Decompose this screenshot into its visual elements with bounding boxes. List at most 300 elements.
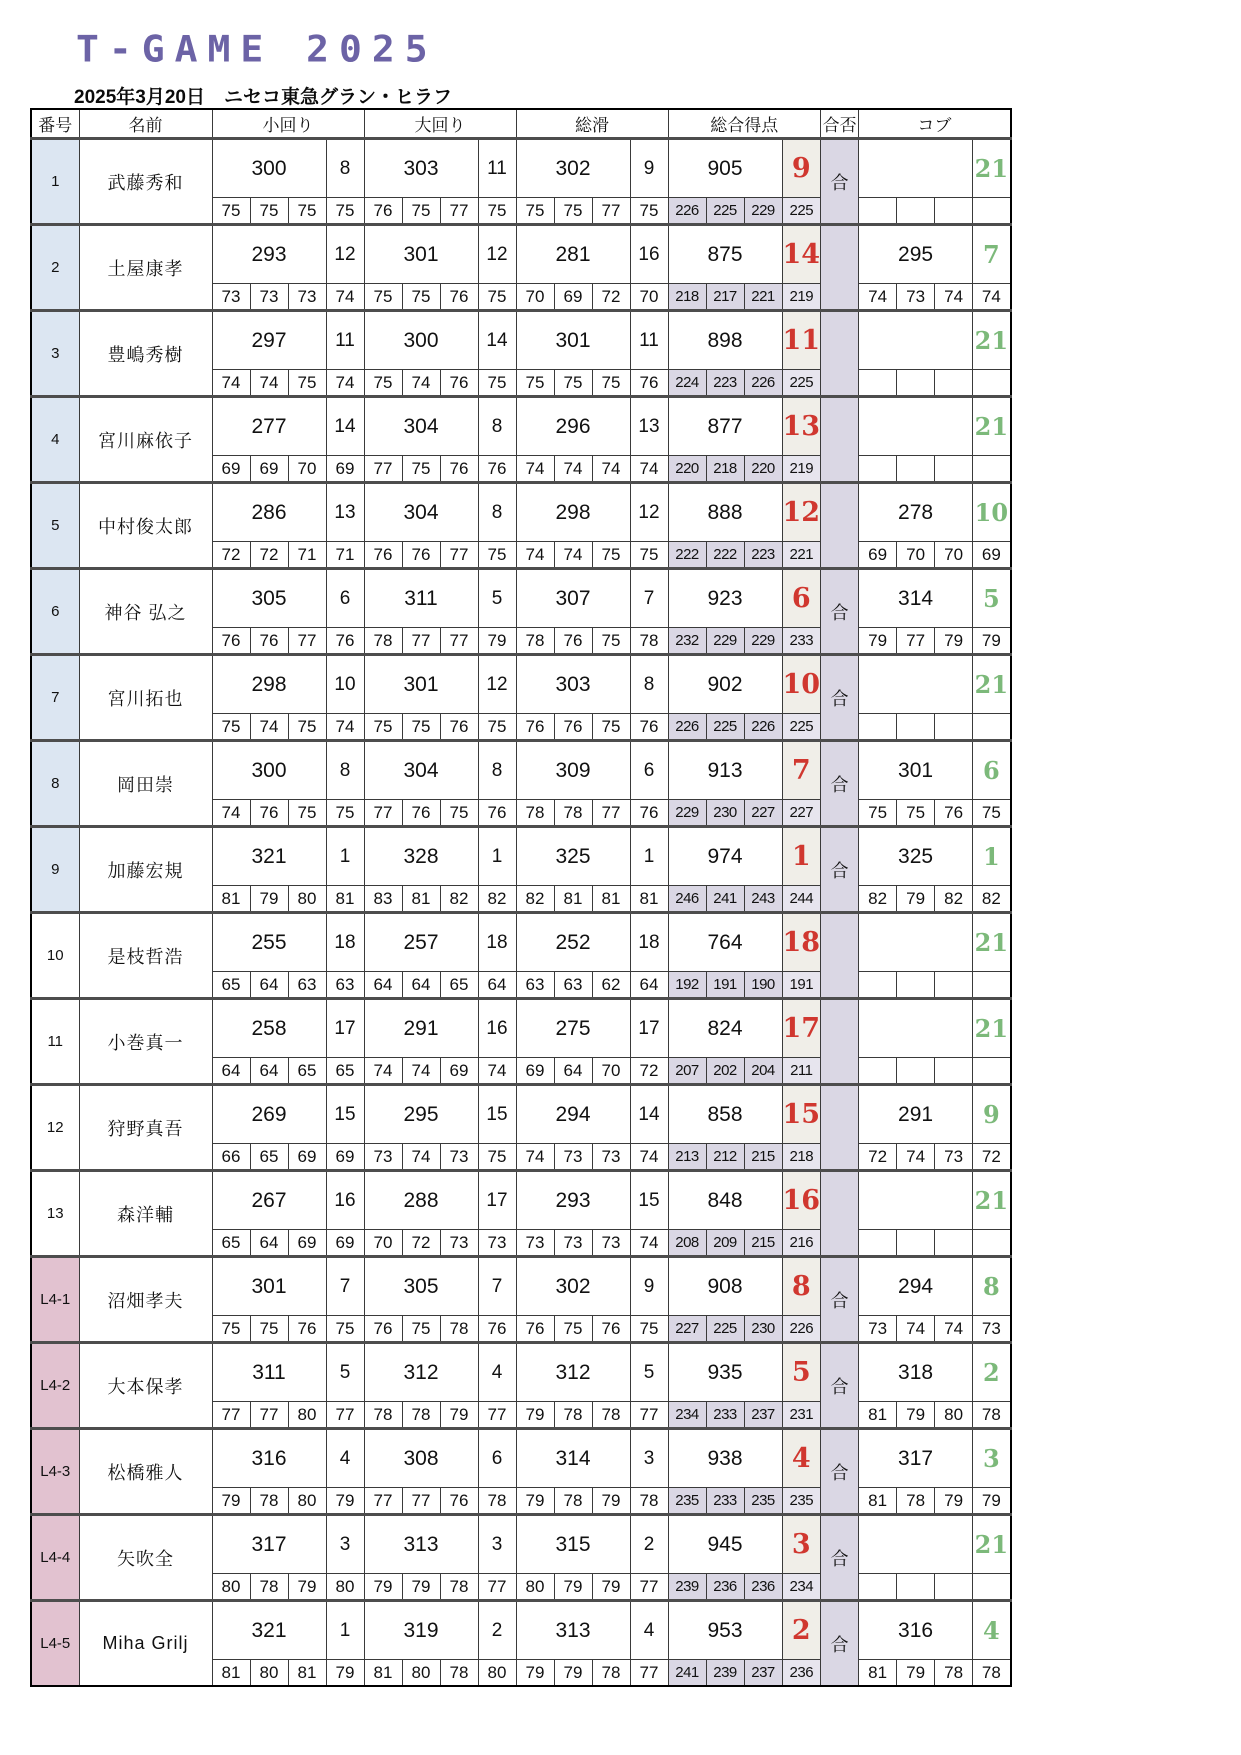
mogul-judge-1: 73 bbox=[859, 1316, 897, 1343]
overall-score: 898 bbox=[668, 311, 782, 370]
large-turn-score: 304 bbox=[364, 483, 478, 542]
mogul-score: 318 bbox=[859, 1343, 973, 1402]
mogul-judge-3: 70 bbox=[935, 542, 973, 569]
overall-judge-1: 227 bbox=[668, 1316, 706, 1343]
large-turn-judge-3: 78 bbox=[440, 1660, 478, 1687]
total-run-rank: 13 bbox=[630, 397, 668, 456]
total-run-judge-4: 70 bbox=[630, 284, 668, 311]
mogul-judge-4: 72 bbox=[973, 1144, 1011, 1171]
overall-judge-2: 225 bbox=[706, 714, 744, 741]
total-run-judge-1: 78 bbox=[516, 800, 554, 827]
total-run-judge-3: 77 bbox=[592, 198, 630, 225]
large-turn-judge-1: 79 bbox=[364, 1574, 402, 1601]
large-turn-judge-2: 74 bbox=[402, 370, 440, 397]
total-run-score: 301 bbox=[516, 311, 630, 370]
small-turn-score: 311 bbox=[212, 1343, 326, 1402]
mogul-judge-2 bbox=[897, 456, 935, 483]
small-turn-judge-1: 75 bbox=[212, 198, 250, 225]
table-row bbox=[31, 1601, 1011, 1660]
entry-number-cell: L4-3 bbox=[31, 1429, 79, 1515]
large-turn-rank: 1 bbox=[478, 827, 516, 886]
total-run-judge-1: 78 bbox=[516, 628, 554, 655]
mogul-judge-3: 82 bbox=[935, 886, 973, 913]
large-turn-judge-4: 75 bbox=[478, 542, 516, 569]
overall-judge-1: 226 bbox=[668, 198, 706, 225]
small-turn-rank: 5 bbox=[326, 1343, 364, 1402]
small-turn-judge-4: 77 bbox=[326, 1402, 364, 1429]
mogul-judge-3: 73 bbox=[935, 1144, 973, 1171]
total-run-judge-2: 78 bbox=[554, 1488, 592, 1515]
total-run-judge-4: 76 bbox=[630, 800, 668, 827]
overall-judge-3: 236 bbox=[744, 1574, 782, 1601]
table-row bbox=[31, 1515, 1011, 1574]
col-header-small-turn: 小回り bbox=[212, 109, 364, 139]
large-turn-judge-1: 76 bbox=[364, 1316, 402, 1343]
overall-score: 935 bbox=[668, 1343, 782, 1402]
large-turn-judge-4: 82 bbox=[478, 886, 516, 913]
entry-name-cell: 沼畑孝夫 bbox=[79, 1257, 212, 1343]
mogul-judge-3 bbox=[935, 714, 973, 741]
small-turn-score: 297 bbox=[212, 311, 326, 370]
overall-judge-3: 220 bbox=[744, 456, 782, 483]
small-turn-judge-1: 65 bbox=[212, 1230, 250, 1257]
mogul-judge-2: 79 bbox=[897, 886, 935, 913]
overall-judge-1: 235 bbox=[668, 1488, 706, 1515]
overall-rank: 18 bbox=[782, 913, 821, 972]
small-turn-rank: 14 bbox=[326, 397, 364, 456]
small-turn-judge-1: 66 bbox=[212, 1144, 250, 1171]
total-run-rank: 16 bbox=[630, 225, 668, 284]
mogul-judge-3: 78 bbox=[935, 1660, 973, 1687]
mogul-judge-3: 79 bbox=[935, 628, 973, 655]
mogul-judge-3 bbox=[935, 370, 973, 397]
small-turn-judge-2: 77 bbox=[250, 1402, 288, 1429]
total-run-rank: 17 bbox=[630, 999, 668, 1058]
large-turn-judge-3: 76 bbox=[440, 370, 478, 397]
large-turn-rank: 8 bbox=[478, 397, 516, 456]
large-turn-judge-2: 75 bbox=[402, 198, 440, 225]
small-turn-judge-2: 79 bbox=[250, 886, 288, 913]
overall-judge-3: 226 bbox=[744, 714, 782, 741]
overall-judge-4: 233 bbox=[782, 628, 821, 655]
mogul-score: 291 bbox=[859, 1085, 973, 1144]
overall-judge-2: 233 bbox=[706, 1402, 744, 1429]
overall-judge-1: 232 bbox=[668, 628, 706, 655]
mogul-rank: 7 bbox=[973, 225, 1011, 284]
small-turn-judge-3: 70 bbox=[288, 456, 326, 483]
large-turn-judge-1: 77 bbox=[364, 800, 402, 827]
small-turn-judge-3: 75 bbox=[288, 198, 326, 225]
large-turn-judge-3: 78 bbox=[440, 1574, 478, 1601]
overall-score: 974 bbox=[668, 827, 782, 886]
overall-score: 858 bbox=[668, 1085, 782, 1144]
small-turn-judge-2: 74 bbox=[250, 714, 288, 741]
table-row bbox=[31, 827, 1011, 886]
entry-number-cell: L4-2 bbox=[31, 1343, 79, 1429]
total-run-judge-4: 77 bbox=[630, 1402, 668, 1429]
mogul-judge-2: 78 bbox=[897, 1488, 935, 1515]
entry-name-cell: 狩野真吾 bbox=[79, 1085, 212, 1171]
total-run-rank: 2 bbox=[630, 1515, 668, 1574]
large-turn-judge-3: 76 bbox=[440, 714, 478, 741]
large-turn-judge-3: 73 bbox=[440, 1230, 478, 1257]
overall-judge-3: 235 bbox=[744, 1488, 782, 1515]
entry-name-cell: Miha Grilj bbox=[79, 1601, 212, 1687]
total-run-judge-3: 78 bbox=[592, 1660, 630, 1687]
small-turn-rank: 18 bbox=[326, 913, 364, 972]
entry-name-cell: 矢吹全 bbox=[79, 1515, 212, 1601]
total-run-score: 302 bbox=[516, 139, 630, 198]
small-turn-score: 255 bbox=[212, 913, 326, 972]
mogul-judge-4 bbox=[973, 714, 1011, 741]
mogul-judge-3: 76 bbox=[935, 800, 973, 827]
overall-judge-4: 234 bbox=[782, 1574, 821, 1601]
total-run-rank: 1 bbox=[630, 827, 668, 886]
mogul-judge-4: 74 bbox=[973, 284, 1011, 311]
large-turn-judge-4: 76 bbox=[478, 1316, 516, 1343]
pass-fail-cell: 合 bbox=[821, 1601, 859, 1687]
pass-fail-cell bbox=[821, 483, 859, 569]
entry-name-cell: 加藤宏規 bbox=[79, 827, 212, 913]
small-turn-score: 277 bbox=[212, 397, 326, 456]
small-turn-score: 286 bbox=[212, 483, 326, 542]
mogul-score bbox=[859, 1515, 973, 1574]
large-turn-judge-1: 70 bbox=[364, 1230, 402, 1257]
entry-name-cell: 中村俊太郎 bbox=[79, 483, 212, 569]
entry-number-cell: 8 bbox=[31, 741, 79, 827]
large-turn-judge-4: 80 bbox=[478, 1660, 516, 1687]
total-run-judge-3: 72 bbox=[592, 284, 630, 311]
large-turn-score: 288 bbox=[364, 1171, 478, 1230]
total-run-rank: 15 bbox=[630, 1171, 668, 1230]
mogul-judge-2: 79 bbox=[897, 1660, 935, 1687]
large-turn-judge-4: 77 bbox=[478, 1402, 516, 1429]
small-turn-judge-1: 79 bbox=[212, 1488, 250, 1515]
small-turn-judge-1: 77 bbox=[212, 1402, 250, 1429]
large-turn-judge-3: 65 bbox=[440, 972, 478, 999]
large-turn-score: 311 bbox=[364, 569, 478, 628]
small-turn-rank: 15 bbox=[326, 1085, 364, 1144]
large-turn-score: 291 bbox=[364, 999, 478, 1058]
large-turn-score: 300 bbox=[364, 311, 478, 370]
small-turn-judge-2: 78 bbox=[250, 1488, 288, 1515]
mogul-rank: 21 bbox=[973, 655, 1011, 714]
pass-fail-cell bbox=[821, 913, 859, 999]
col-header-name: 名前 bbox=[79, 109, 212, 139]
small-turn-score: 317 bbox=[212, 1515, 326, 1574]
small-turn-judge-4: 79 bbox=[326, 1488, 364, 1515]
header-row bbox=[31, 109, 1011, 139]
mogul-judge-2: 74 bbox=[897, 1316, 935, 1343]
total-run-judge-1: 73 bbox=[516, 1230, 554, 1257]
total-run-judge-3: 79 bbox=[592, 1488, 630, 1515]
large-turn-rank: 3 bbox=[478, 1515, 516, 1574]
total-run-judge-2: 63 bbox=[554, 972, 592, 999]
overall-rank: 4 bbox=[782, 1429, 821, 1488]
small-turn-score: 293 bbox=[212, 225, 326, 284]
overall-judge-2: 202 bbox=[706, 1058, 744, 1085]
overall-judge-4: 235 bbox=[782, 1488, 821, 1515]
small-turn-rank: 11 bbox=[326, 311, 364, 370]
large-turn-score: 328 bbox=[364, 827, 478, 886]
small-turn-judge-4: 80 bbox=[326, 1574, 364, 1601]
overall-judge-4: 236 bbox=[782, 1660, 821, 1687]
small-turn-judge-4: 69 bbox=[326, 1144, 364, 1171]
small-turn-judge-4: 75 bbox=[326, 198, 364, 225]
total-run-judge-3: 75 bbox=[592, 370, 630, 397]
overall-judge-3: 226 bbox=[744, 370, 782, 397]
overall-judge-1: 213 bbox=[668, 1144, 706, 1171]
small-turn-score: 305 bbox=[212, 569, 326, 628]
overall-judge-4: 218 bbox=[782, 1144, 821, 1171]
overall-judge-4: 225 bbox=[782, 198, 821, 225]
large-turn-judge-3: 76 bbox=[440, 284, 478, 311]
pass-fail-cell: 合 bbox=[821, 1515, 859, 1601]
large-turn-score: 303 bbox=[364, 139, 478, 198]
overall-judge-4: 216 bbox=[782, 1230, 821, 1257]
small-turn-judge-4: 69 bbox=[326, 1230, 364, 1257]
overall-judge-2: 218 bbox=[706, 456, 744, 483]
total-run-rank: 9 bbox=[630, 1257, 668, 1316]
small-turn-judge-2: 69 bbox=[250, 456, 288, 483]
overall-score: 953 bbox=[668, 1601, 782, 1660]
small-turn-judge-2: 80 bbox=[250, 1660, 288, 1687]
mogul-judge-4 bbox=[973, 1230, 1011, 1257]
mogul-judge-4 bbox=[973, 972, 1011, 999]
small-turn-judge-4: 76 bbox=[326, 628, 364, 655]
small-turn-rank: 1 bbox=[326, 827, 364, 886]
large-turn-rank: 6 bbox=[478, 1429, 516, 1488]
entry-number-cell: 7 bbox=[31, 655, 79, 741]
total-run-judge-1: 74 bbox=[516, 456, 554, 483]
entry-name-cell: 大本保孝 bbox=[79, 1343, 212, 1429]
total-run-score: 309 bbox=[516, 741, 630, 800]
mogul-judge-1: 74 bbox=[859, 284, 897, 311]
small-turn-judge-1: 74 bbox=[212, 370, 250, 397]
small-turn-judge-4: 63 bbox=[326, 972, 364, 999]
total-run-judge-4: 78 bbox=[630, 1488, 668, 1515]
table-row bbox=[31, 741, 1011, 800]
entry-number-cell: 10 bbox=[31, 913, 79, 999]
total-run-judge-3: 74 bbox=[592, 456, 630, 483]
entry-number-cell: L4-1 bbox=[31, 1257, 79, 1343]
total-run-judge-4: 72 bbox=[630, 1058, 668, 1085]
overall-rank: 5 bbox=[782, 1343, 821, 1402]
total-run-judge-1: 79 bbox=[516, 1660, 554, 1687]
small-turn-judge-2: 74 bbox=[250, 370, 288, 397]
mogul-score bbox=[859, 139, 973, 198]
overall-rank: 6 bbox=[782, 569, 821, 628]
large-turn-judge-1: 64 bbox=[364, 972, 402, 999]
large-turn-judge-4: 77 bbox=[478, 1574, 516, 1601]
total-run-score: 275 bbox=[516, 999, 630, 1058]
mogul-judge-1 bbox=[859, 456, 897, 483]
mogul-judge-2: 75 bbox=[897, 800, 935, 827]
total-run-judge-1: 69 bbox=[516, 1058, 554, 1085]
large-turn-score: 308 bbox=[364, 1429, 478, 1488]
small-turn-score: 258 bbox=[212, 999, 326, 1058]
mogul-rank: 21 bbox=[973, 397, 1011, 456]
large-turn-rank: 16 bbox=[478, 999, 516, 1058]
total-run-judge-3: 79 bbox=[592, 1574, 630, 1601]
small-turn-judge-4: 74 bbox=[326, 714, 364, 741]
overall-judge-3: 223 bbox=[744, 542, 782, 569]
large-turn-score: 305 bbox=[364, 1257, 478, 1316]
large-turn-rank: 11 bbox=[478, 139, 516, 198]
overall-judge-1: 222 bbox=[668, 542, 706, 569]
mogul-judge-4: 79 bbox=[973, 1488, 1011, 1515]
overall-score: 913 bbox=[668, 741, 782, 800]
total-run-judge-1: 70 bbox=[516, 284, 554, 311]
small-turn-rank: 16 bbox=[326, 1171, 364, 1230]
large-turn-rank: 15 bbox=[478, 1085, 516, 1144]
overall-score: 902 bbox=[668, 655, 782, 714]
mogul-judge-1: 81 bbox=[859, 1488, 897, 1515]
entry-number-cell: 1 bbox=[31, 139, 79, 225]
small-turn-rank: 10 bbox=[326, 655, 364, 714]
mogul-judge-1 bbox=[859, 1574, 897, 1601]
mogul-rank: 21 bbox=[973, 913, 1011, 972]
overall-judge-1: 220 bbox=[668, 456, 706, 483]
total-run-judge-1: 79 bbox=[516, 1402, 554, 1429]
total-run-score: 303 bbox=[516, 655, 630, 714]
entry-number-cell: 12 bbox=[31, 1085, 79, 1171]
mogul-score bbox=[859, 397, 973, 456]
total-run-judge-4: 78 bbox=[630, 628, 668, 655]
table-row bbox=[31, 913, 1011, 972]
overall-judge-4: 211 bbox=[782, 1058, 821, 1085]
small-turn-judge-3: 69 bbox=[288, 1230, 326, 1257]
total-run-judge-3: 73 bbox=[592, 1230, 630, 1257]
total-run-judge-2: 76 bbox=[554, 628, 592, 655]
overall-score: 888 bbox=[668, 483, 782, 542]
total-run-judge-2: 74 bbox=[554, 542, 592, 569]
mogul-judge-1: 79 bbox=[859, 628, 897, 655]
mogul-judge-1 bbox=[859, 972, 897, 999]
large-turn-judge-2: 75 bbox=[402, 284, 440, 311]
small-turn-judge-4: 81 bbox=[326, 886, 364, 913]
mogul-judge-1: 82 bbox=[859, 886, 897, 913]
mogul-judge-3: 80 bbox=[935, 1402, 973, 1429]
entry-name-cell: 是枝哲浩 bbox=[79, 913, 212, 999]
small-turn-judge-4: 75 bbox=[326, 1316, 364, 1343]
mogul-score: 316 bbox=[859, 1601, 973, 1660]
mogul-judge-3 bbox=[935, 198, 973, 225]
pass-fail-cell: 合 bbox=[821, 569, 859, 655]
entry-number-cell: 5 bbox=[31, 483, 79, 569]
entry-name-cell: 小巻真一 bbox=[79, 999, 212, 1085]
mogul-judge-3: 74 bbox=[935, 1316, 973, 1343]
small-turn-judge-4: 75 bbox=[326, 800, 364, 827]
small-turn-score: 301 bbox=[212, 1257, 326, 1316]
total-run-judge-2: 75 bbox=[554, 370, 592, 397]
total-run-judge-3: 70 bbox=[592, 1058, 630, 1085]
overall-judge-2: 225 bbox=[706, 198, 744, 225]
overall-judge-1: 192 bbox=[668, 972, 706, 999]
mogul-judge-4 bbox=[973, 198, 1011, 225]
large-turn-judge-1: 81 bbox=[364, 1660, 402, 1687]
total-run-judge-2: 75 bbox=[554, 198, 592, 225]
large-turn-score: 304 bbox=[364, 741, 478, 800]
mogul-rank: 21 bbox=[973, 1171, 1011, 1230]
entry-name-cell: 武藤秀和 bbox=[79, 139, 212, 225]
col-header-pass-fail: 合否 bbox=[821, 109, 859, 139]
small-turn-judge-3: 73 bbox=[288, 284, 326, 311]
pass-fail-cell: 合 bbox=[821, 1257, 859, 1343]
large-turn-rank: 17 bbox=[478, 1171, 516, 1230]
overall-judge-3: 229 bbox=[744, 628, 782, 655]
large-turn-judge-3: 77 bbox=[440, 542, 478, 569]
mogul-judge-2 bbox=[897, 370, 935, 397]
mogul-judge-3 bbox=[935, 972, 973, 999]
mogul-judge-1 bbox=[859, 198, 897, 225]
overall-score: 848 bbox=[668, 1171, 782, 1230]
total-run-judge-2: 69 bbox=[554, 284, 592, 311]
overall-judge-2: 229 bbox=[706, 628, 744, 655]
small-turn-judge-3: 81 bbox=[288, 1660, 326, 1687]
mogul-score bbox=[859, 655, 973, 714]
large-turn-rank: 8 bbox=[478, 741, 516, 800]
mogul-rank: 2 bbox=[973, 1343, 1011, 1402]
small-turn-judge-3: 63 bbox=[288, 972, 326, 999]
large-turn-score: 257 bbox=[364, 913, 478, 972]
overall-rank: 1 bbox=[782, 827, 821, 886]
large-turn-judge-3: 77 bbox=[440, 198, 478, 225]
table-row bbox=[31, 225, 1011, 284]
overall-judge-1: 234 bbox=[668, 1402, 706, 1429]
mogul-judge-4: 78 bbox=[973, 1402, 1011, 1429]
small-turn-judge-1: 75 bbox=[212, 1316, 250, 1343]
overall-judge-2: 236 bbox=[706, 1574, 744, 1601]
overall-judge-3: 221 bbox=[744, 284, 782, 311]
small-turn-judge-2: 64 bbox=[250, 1230, 288, 1257]
mogul-judge-2: 79 bbox=[897, 1402, 935, 1429]
large-turn-judge-2: 75 bbox=[402, 1316, 440, 1343]
entry-name-cell: 松橋雅人 bbox=[79, 1429, 212, 1515]
mogul-rank: 1 bbox=[973, 827, 1011, 886]
overall-rank: 13 bbox=[782, 397, 821, 456]
total-run-judge-2: 78 bbox=[554, 800, 592, 827]
col-header-total-run: 総滑 bbox=[516, 109, 668, 139]
overall-judge-1: 239 bbox=[668, 1574, 706, 1601]
total-run-score: 312 bbox=[516, 1343, 630, 1402]
large-turn-judge-3: 76 bbox=[440, 1488, 478, 1515]
small-turn-judge-3: 75 bbox=[288, 800, 326, 827]
large-turn-judge-4: 74 bbox=[478, 1058, 516, 1085]
large-turn-judge-1: 78 bbox=[364, 1402, 402, 1429]
mogul-judge-3: 74 bbox=[935, 284, 973, 311]
overall-judge-3: 215 bbox=[744, 1230, 782, 1257]
large-turn-judge-3: 76 bbox=[440, 456, 478, 483]
large-turn-judge-4: 79 bbox=[478, 628, 516, 655]
total-run-judge-3: 75 bbox=[592, 714, 630, 741]
table-row bbox=[31, 655, 1011, 714]
overall-judge-4: 227 bbox=[782, 800, 821, 827]
total-run-score: 296 bbox=[516, 397, 630, 456]
col-header-number: 番号 bbox=[31, 109, 79, 139]
pass-fail-cell bbox=[821, 999, 859, 1085]
small-turn-score: 269 bbox=[212, 1085, 326, 1144]
overall-judge-1: 246 bbox=[668, 886, 706, 913]
small-turn-rank: 1 bbox=[326, 1601, 364, 1660]
table-row bbox=[31, 483, 1011, 542]
entry-name-cell: 豊嶋秀樹 bbox=[79, 311, 212, 397]
small-turn-judge-1: 76 bbox=[212, 628, 250, 655]
mogul-judge-1 bbox=[859, 714, 897, 741]
mogul-judge-4 bbox=[973, 1574, 1011, 1601]
large-turn-judge-2: 75 bbox=[402, 714, 440, 741]
table-row bbox=[31, 1429, 1011, 1488]
